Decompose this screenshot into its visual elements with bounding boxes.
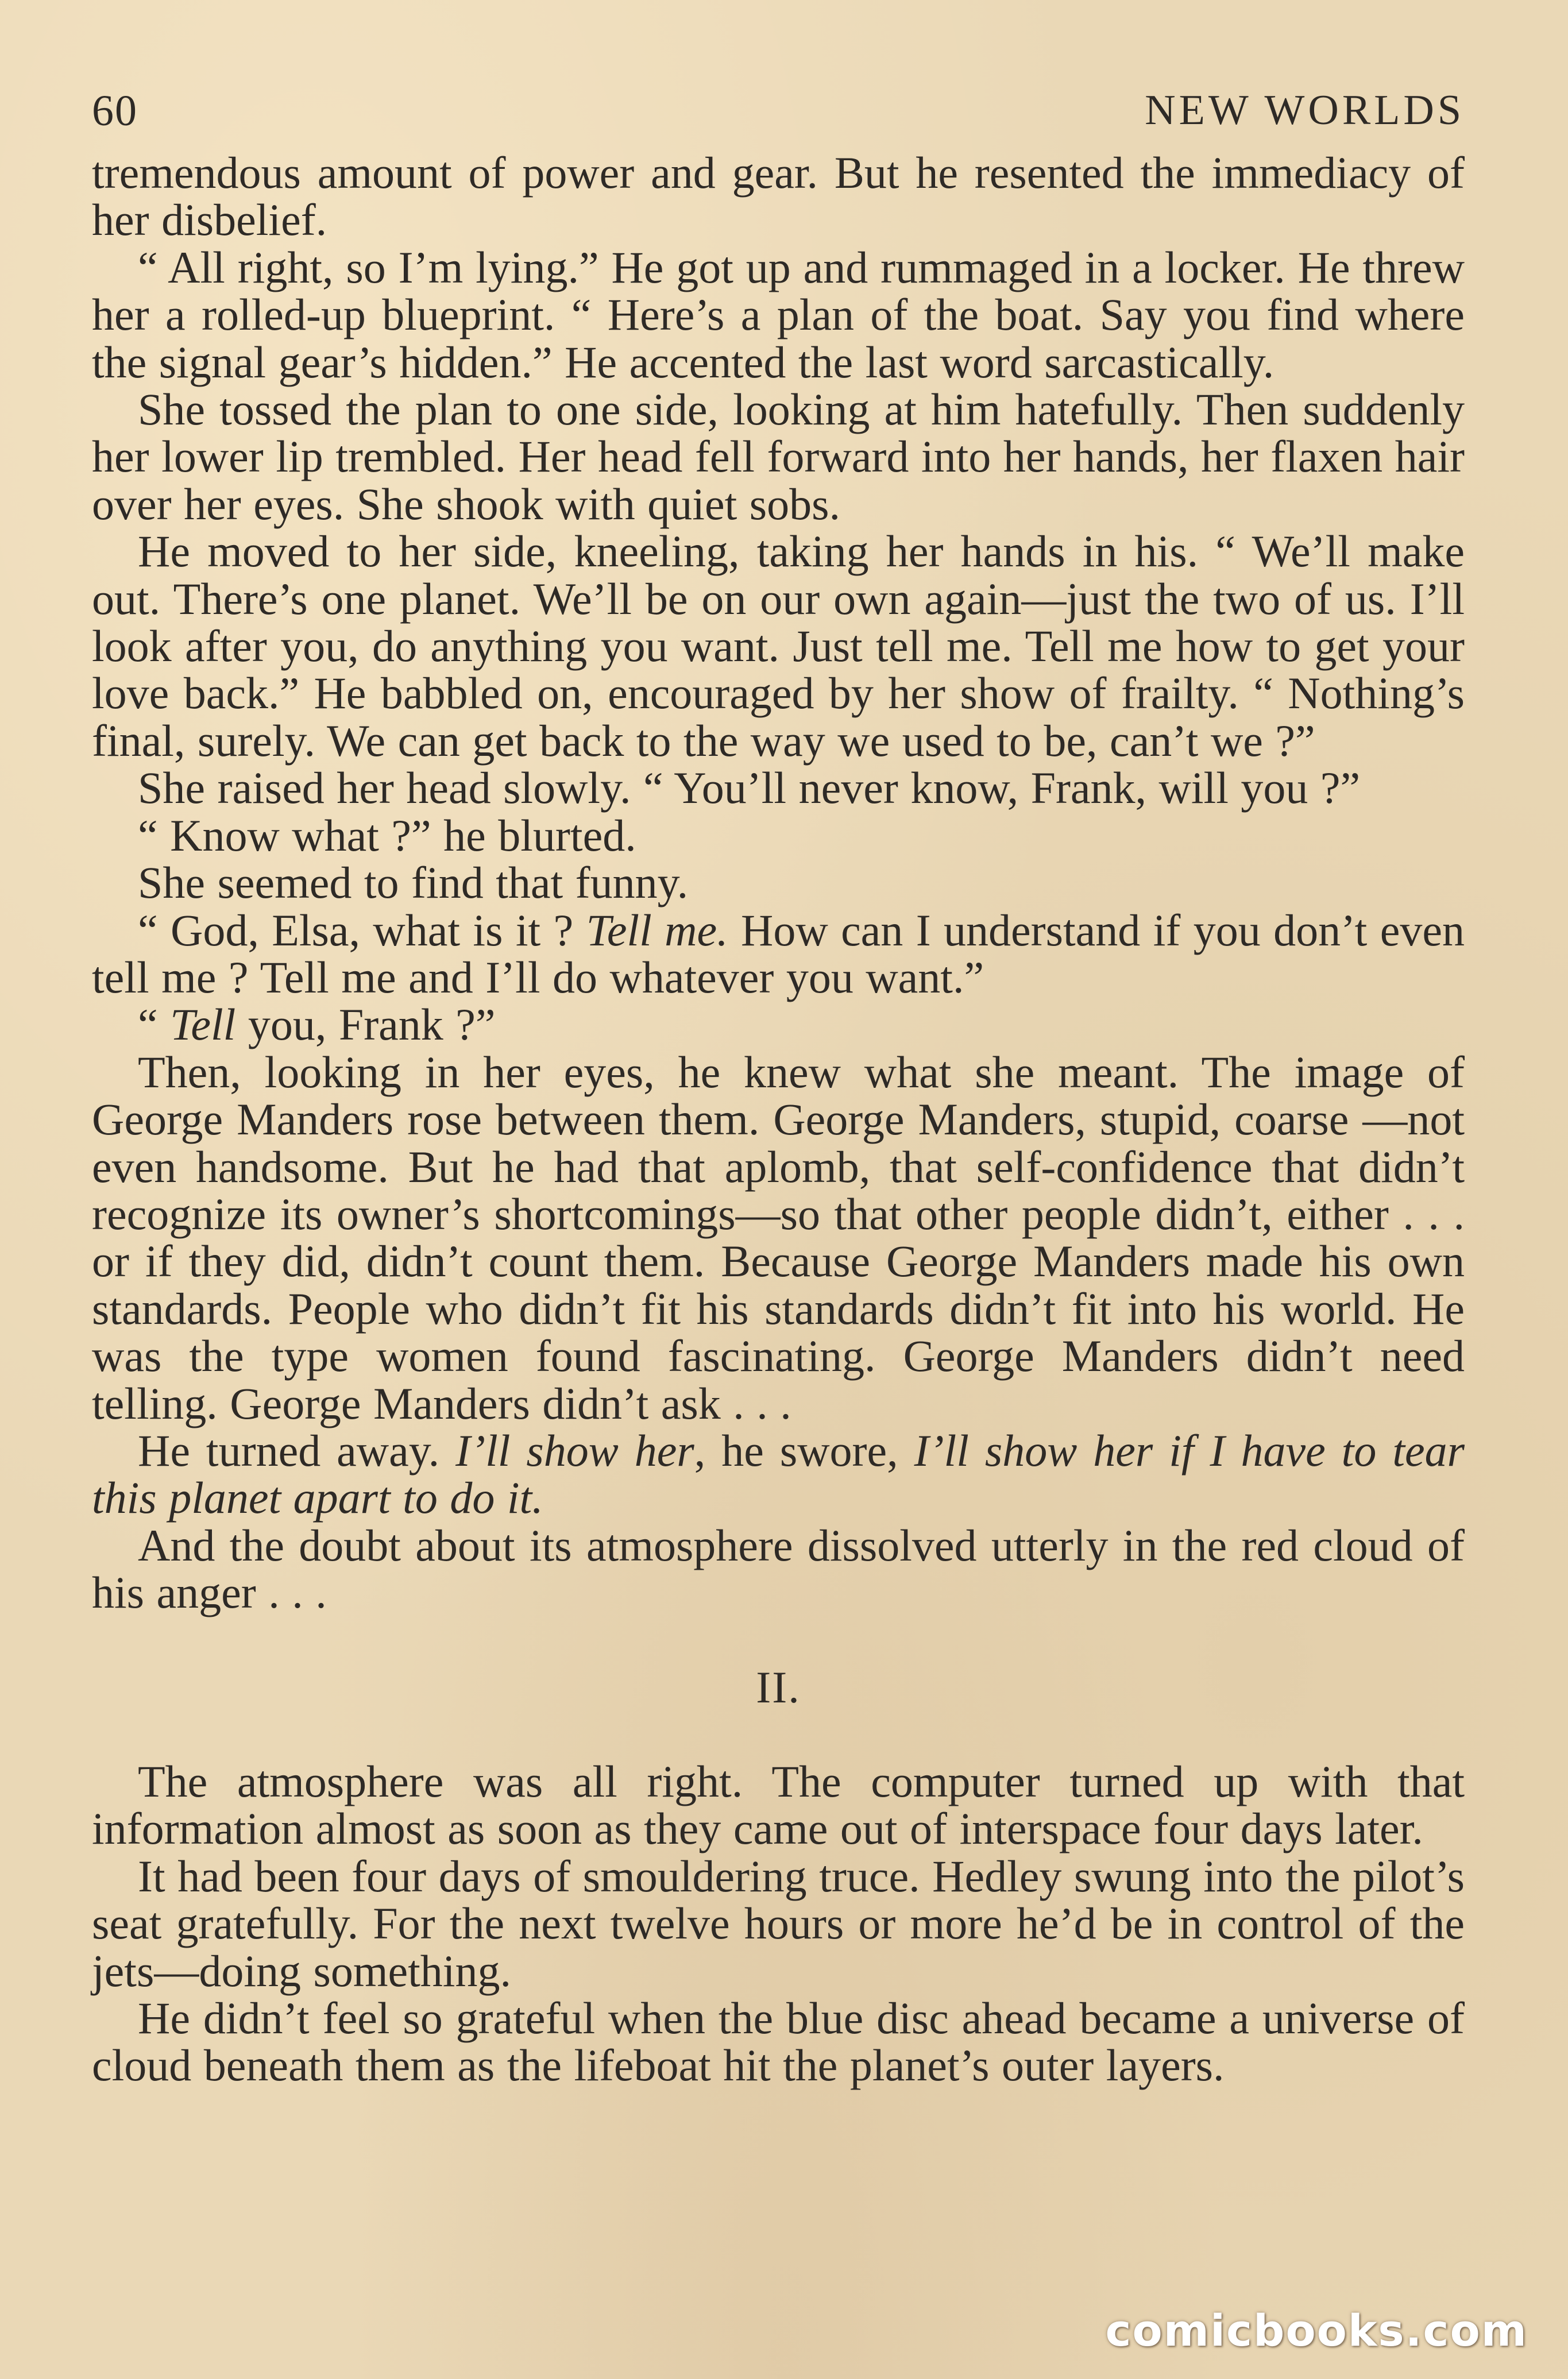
body-text xyxy=(92,149,1465,2090)
text-run: “ xyxy=(138,999,171,1050)
paragraph: “ Know what ?” he blurted. xyxy=(138,810,636,860)
running-head: NEW WORLDS xyxy=(1145,87,1465,134)
page-header xyxy=(92,86,1465,149)
text-run: , he swore, xyxy=(694,1425,914,1476)
italic-run: Tell xyxy=(170,999,236,1050)
text-run: “ God, Elsa, what is it ? xyxy=(138,905,586,955)
paragraph: “ All right, so I’m lying.” He got up and rummaged in a locker. He threw her a rolled-up blueprint. “ Here’s a plan of the boat. Say you find where the signal gear’s hidden.” He accented the last word sarcastically. xyxy=(92,242,1465,387)
paragraph xyxy=(92,907,1465,1002)
paragraph xyxy=(92,1427,1465,1522)
paragraph: She tossed the plan to one side, looking at him hatefully. Then suddenly her lower lip trembled. Her head fell forward into her hands, her flaxen hair over her eyes. She shook with quiet sobs. xyxy=(92,384,1465,529)
paragraph: It had been four days of smouldering truce. Hedley swung into the pilot’s seat gratefully. For the next twelve hours or more he’d be in control of the jets—doing something. xyxy=(92,1851,1465,1996)
watermark-text: comicbooks.com xyxy=(1105,2305,1528,2356)
paragraph: He moved to her side, kneeling, taking her hands in his. “ We’ll make out. There’s one planet. We’ll be on our own again—just the two of us. I’ll look after you, do anything you want. Just tell me. Tell me how to get your love back.” He babbled on, encouraged by her show of frailty. “ Nothing’s final, surely. We can get back to the way we used to be, can’t we ?” xyxy=(92,526,1465,766)
section-heading: II. xyxy=(756,1662,801,1712)
italic-run: Tell me. xyxy=(586,905,728,955)
page-number: 60 xyxy=(92,87,138,135)
paragraph xyxy=(92,1001,1465,1048)
italic-run: I’ll show her if I have to tear this planet apart to do it. xyxy=(92,1425,1465,1523)
text-run: How can I understand if you don’t even tell me ? Tell me and I’ll do whatever you want.” xyxy=(92,905,1465,1002)
italic-run: I’ll show her xyxy=(455,1425,694,1476)
book-page xyxy=(92,86,1465,2090)
text-run: He turned away. xyxy=(138,1425,456,1476)
paragraph: Then, looking in her eyes, he knew what she meant. The image of George Manders rose between them. George Manders, stupid, coarse —not even handsome. But he had that aplomb, that self-confidence that didn’t recognize its owner’s shortcomings—so that other people didn’t, either . . . or if they did, didn’t count them. Because George Manders made his own standards. People who didn’t fit his standards didn’t fit into his world. He was the type women found fascinating. George Manders didn’t need telling. George Manders didn’t ask . . . xyxy=(92,1046,1465,1428)
paragraph: She seemed to find that funny. xyxy=(138,858,689,908)
paragraph: The atmosphere was all right. The computer turned up with that information almost as soon as they came out of interspace four days later. xyxy=(92,1756,1465,1854)
paragraph: tremendous amount of power and gear. But he resented the immediacy of her disbelief. xyxy=(92,148,1465,245)
text-run: you, Frank ?” xyxy=(235,999,496,1050)
paragraph: He didn’t feel so grateful when the blue disc ahead became a universe of cloud beneath them as the lifeboat hit the planet’s outer layers. xyxy=(92,1993,1465,2091)
paragraph: And the doubt about its atmosphere dissolved utterly in the red cloud of his anger . . . xyxy=(92,1520,1465,1618)
paragraph: She raised her head slowly. “ You’ll never know, Frank, will you ?” xyxy=(138,763,1361,813)
